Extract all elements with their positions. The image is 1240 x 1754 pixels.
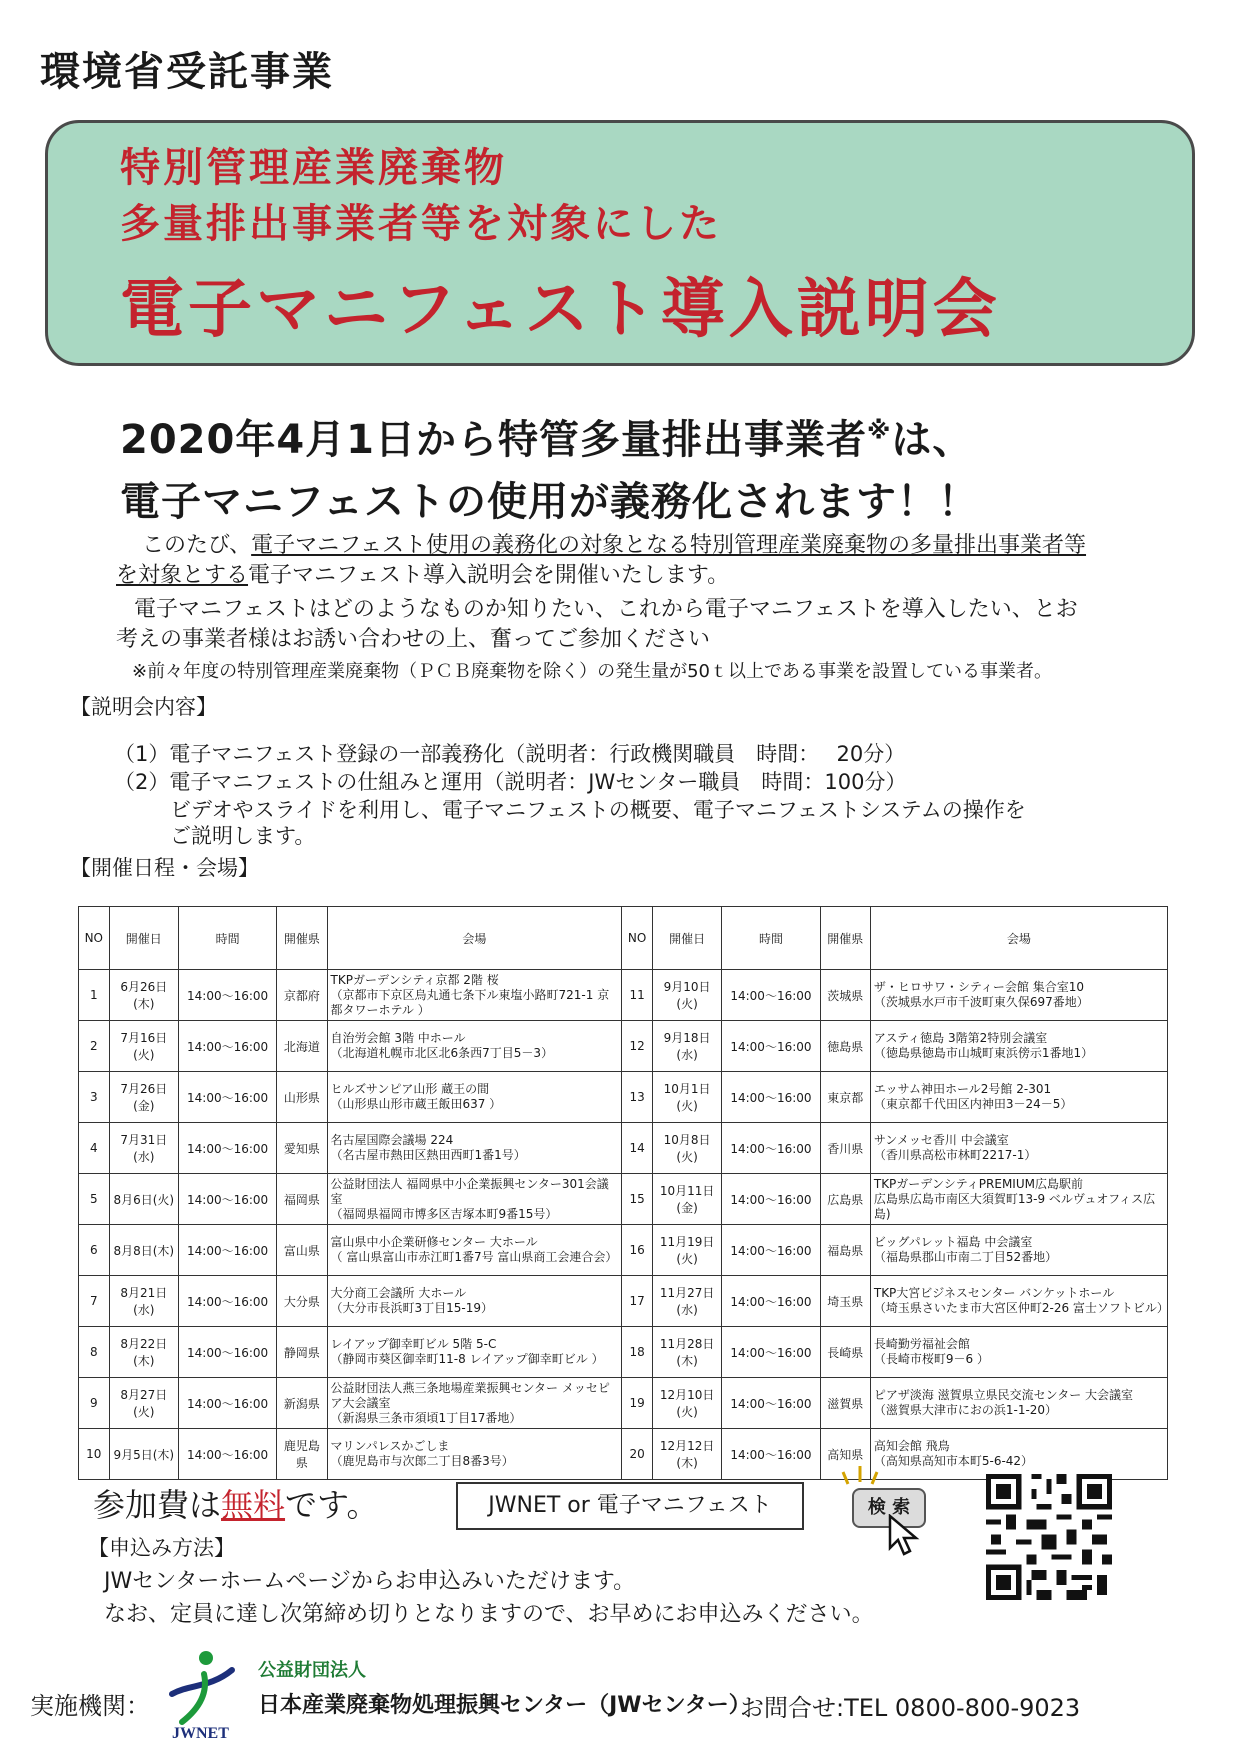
cell-pref: 富山県	[277, 1225, 327, 1276]
cell-pref: 徳島県	[820, 1021, 870, 1072]
venue-name: ビッグパレット福島 中会議室	[873, 1235, 1033, 1249]
col-no: NO	[79, 907, 110, 970]
cell-time: 14:00～16:00	[722, 1123, 820, 1174]
table-row	[79, 1276, 1168, 1327]
cell-no: 2	[79, 1021, 110, 1072]
cell-date: 11月27日(水)	[652, 1276, 721, 1327]
cell-venue	[327, 1429, 622, 1480]
cell-venue	[870, 1072, 1167, 1123]
cell-pref: 北海道	[277, 1021, 327, 1072]
intro-p2-line2: 考えの事業者様はお誘い合わせの上、奮ってご参加ください	[116, 627, 711, 652]
cell-pref: 静岡県	[277, 1327, 327, 1378]
venue-name: 公益財団法人 福岡県中小企業振興センター301会議室	[330, 1176, 609, 1206]
schedule-table	[78, 906, 1168, 1480]
cell-time: 14:00～16:00	[722, 1174, 820, 1225]
venue-name: ヒルズサンピア山形 蔵王の間	[330, 1082, 490, 1096]
venue-address: 広島県広島市南区大須賀町13-9 ベルヴュオフィス広島)	[873, 1191, 1156, 1221]
intro-underlined-1: 電子マニフェスト使用の義務化の対象となる特別管理産業廃棄物の多量排出事業者等	[251, 533, 1087, 558]
venue-name: ピアザ淡海 滋賀県立県民交流センター 大会議室	[873, 1388, 1134, 1402]
schedule-heading: 【開催日程・会場】	[70, 856, 259, 880]
cell-date: 8月8日(木)	[109, 1225, 178, 1276]
cell-venue	[327, 1123, 622, 1174]
venue-address: （高知県高知市本町5-6-42）	[873, 1454, 1034, 1468]
venue-address: （埼玉県さいたま市大宮区仲町2-26 富士ソフトビル）	[873, 1301, 1169, 1315]
intro-p1-line1	[142, 531, 1086, 561]
venue-name: 自治労会館 3階 中ホール	[330, 1031, 466, 1045]
apply-heading: 【申込み方法】	[88, 1536, 235, 1560]
venue-name: 高知会館 飛鳥	[873, 1439, 950, 1453]
venue-name: サンメッセ香川 中会議室	[873, 1133, 1009, 1147]
cell-venue	[870, 970, 1167, 1021]
note-mark: ※	[867, 416, 892, 445]
intro-rest: 電子マニフェスト導入説明会を開催いたします。	[248, 563, 730, 588]
cell-time: 14:00～16:00	[722, 1021, 820, 1072]
cell-pref: 愛知県	[277, 1123, 327, 1174]
cell-time: 14:00～16:00	[722, 970, 820, 1021]
cell-date: 11月28日(木)	[652, 1327, 721, 1378]
cell-time: 14:00～16:00	[179, 1123, 277, 1174]
cell-pref: 高知県	[820, 1429, 870, 1480]
cell-date: 8月22日(木)	[109, 1327, 178, 1378]
venue-address: （福島県郡山市南二丁目52番地）	[873, 1250, 1058, 1264]
venue-name: 長崎勤労福祉会館	[873, 1337, 970, 1351]
cell-no: 14	[622, 1123, 653, 1174]
venue-name: 公益財団法人燕三条地場産業振興センター メッセピア大会議室	[330, 1380, 610, 1410]
cell-pref: 広島県	[820, 1174, 870, 1225]
venue-address: （茨城県水戸市千波町東久保697番地）	[873, 995, 1089, 1009]
cell-venue	[327, 970, 622, 1021]
cell-no: 19	[622, 1378, 653, 1429]
cell-venue	[870, 1174, 1167, 1225]
cell-venue	[327, 1021, 622, 1072]
venue-address: （大分市長浜町3丁目15-19）	[330, 1301, 494, 1315]
content-desc-2: ご説明します。	[170, 824, 316, 848]
cell-date: 8月21日(水)	[109, 1276, 178, 1327]
cell-venue	[870, 1327, 1167, 1378]
cell-date: 12月10日(火)	[652, 1378, 721, 1429]
cell-date: 8月6日(火)	[109, 1174, 178, 1225]
cell-pref: 滋賀県	[820, 1378, 870, 1429]
table-row	[79, 1174, 1168, 1225]
venue-address: （福岡県福岡市博多区吉塚本町9番15号）	[330, 1206, 558, 1221]
cell-venue	[870, 1276, 1167, 1327]
venue-name: エッサム神田ホール2号館 2-301	[873, 1082, 1052, 1096]
cell-date: 12月12日(木)	[652, 1429, 721, 1480]
cell-time: 14:00～16:00	[722, 1378, 820, 1429]
cell-date: 10月11日(金)	[652, 1174, 721, 1225]
cell-no: 15	[622, 1174, 653, 1225]
cell-venue	[327, 1378, 622, 1429]
cell-pref: 埼玉県	[820, 1276, 870, 1327]
headline-line-1	[120, 408, 973, 465]
cell-no: 13	[622, 1072, 653, 1123]
cell-pref: 長崎県	[820, 1327, 870, 1378]
table-row	[79, 1021, 1168, 1072]
intro-lead: このたび、	[142, 533, 252, 558]
cell-no: 5	[79, 1174, 110, 1225]
jwnet-logo	[160, 1648, 252, 1744]
schedule-body	[79, 970, 1168, 1480]
cell-no: 11	[622, 970, 653, 1021]
org-type: 公益財団法人	[258, 1660, 366, 1681]
table-row	[79, 1327, 1168, 1378]
venue-name: マリンパレスかごしま	[330, 1439, 450, 1453]
cell-date: 11月19日(火)	[652, 1225, 721, 1276]
cell-pref: 福島県	[820, 1225, 870, 1276]
cell-time: 14:00～16:00	[722, 1429, 820, 1480]
contact-phone: お問合せ:TEL 0800-800-9023	[740, 1694, 1081, 1722]
col-time: 時間	[179, 907, 277, 970]
org-name: 日本産業廃棄物処理振興センター（JWセンター）	[258, 1693, 751, 1718]
cell-venue	[870, 1123, 1167, 1174]
venue-address: （名古屋市熱田区熱田西町1番1号）	[330, 1148, 526, 1162]
venue-name: 大分商工会議所 大ホール	[330, 1286, 467, 1300]
qr-code	[986, 1474, 1112, 1600]
search-query-box: JWNET or 電子マニフェスト	[456, 1482, 804, 1530]
cell-time: 14:00～16:00	[179, 1429, 277, 1480]
cell-pref: 鹿児島県	[277, 1429, 327, 1480]
cell-venue	[327, 1225, 622, 1276]
venue-address: （山形県山形市蔵王飯田637 ）	[330, 1097, 502, 1111]
fee-suffix: です。	[285, 1486, 379, 1524]
content-desc-1: ビデオやスライドを利用し、電子マニフェストの概要、電子マニフェストシステムの操作を	[170, 798, 1026, 822]
cell-venue	[870, 1378, 1167, 1429]
cell-no: 10	[79, 1429, 110, 1480]
cell-venue	[870, 1429, 1167, 1480]
cell-venue	[327, 1072, 622, 1123]
cell-venue	[327, 1327, 622, 1378]
venue-address: （滋賀県大津市におの浜1-1-20）	[873, 1403, 1058, 1417]
cell-time: 14:00～16:00	[179, 1225, 277, 1276]
cell-pref: 茨城県	[820, 970, 870, 1021]
intro-p1-line2	[116, 561, 729, 591]
venue-name: TKPガーデンシティPREMIUM広島駅前	[873, 1176, 1083, 1191]
venue-address: （新潟県三条市須頃1丁目17番地）	[330, 1410, 522, 1425]
col-pref-2: 開催県	[820, 907, 870, 970]
intro-underlined-2: を対象とする	[116, 563, 249, 588]
venue-address: （静岡市葵区御幸町11-8 レイアップ御幸町ビル ）	[330, 1352, 604, 1366]
ministry-label: 環境省受託事業	[40, 49, 334, 95]
cell-no: 3	[79, 1072, 110, 1123]
cell-venue	[870, 1021, 1167, 1072]
schedule-header-row	[79, 907, 1168, 970]
cell-no: 16	[622, 1225, 653, 1276]
cell-date: 7月31日(水)	[109, 1123, 178, 1174]
cell-venue	[870, 1225, 1167, 1276]
main-title: 電子マニフェスト導入説明会	[120, 273, 1001, 347]
venue-address: （徳島県徳島市山城町東浜傍示1番地1）	[873, 1046, 1094, 1060]
title-line-2: 多量排出事業者等を対象にした	[120, 201, 722, 247]
cell-pref: 香川県	[820, 1123, 870, 1174]
table-row	[79, 1072, 1168, 1123]
cell-time: 14:00～16:00	[179, 1327, 277, 1378]
cursor-icon	[888, 1514, 924, 1558]
cell-time: 14:00～16:00	[722, 1327, 820, 1378]
table-row	[79, 1225, 1168, 1276]
cell-date: 9月18日(水)	[652, 1021, 721, 1072]
col-date-2: 開催日	[652, 907, 721, 970]
cell-date: 7月26日(金)	[109, 1072, 178, 1123]
col-date: 開催日	[109, 907, 178, 970]
fee-free: 無料	[221, 1486, 286, 1524]
col-venue: 会場	[327, 907, 622, 970]
venue-address: （北海道札幌市北区北6条西7丁目5－3）	[330, 1046, 554, 1060]
venue-name: ザ・ヒロサワ・シティー会館 集合室10	[873, 980, 1084, 994]
venue-name: 富山県中小企業研修センター 大ホール	[330, 1235, 538, 1249]
table-row	[79, 1429, 1168, 1480]
col-no-2: NO	[622, 907, 653, 970]
cell-date: 9月10日(火)	[652, 970, 721, 1021]
cell-time: 14:00～16:00	[722, 1072, 820, 1123]
headline-suffix: は、	[891, 417, 974, 463]
cell-venue	[327, 1276, 622, 1327]
fee-text	[93, 1480, 378, 1526]
logo-text: JWNET	[172, 1725, 229, 1742]
cell-time: 14:00～16:00	[179, 1378, 277, 1429]
content-item-2: （2）電子マニフェストの仕組みと運用（説明者：JWセンター職員 時間：100分）	[114, 770, 907, 794]
apply-line-2: なお、定員に達し次第締め切りとなりますので、お早めにお申込みください。	[104, 1602, 874, 1627]
cell-no: 12	[622, 1021, 653, 1072]
cell-pref: 京都府	[277, 970, 327, 1021]
cell-time: 14:00～16:00	[179, 970, 277, 1021]
org-label: 実施機関：	[30, 1692, 150, 1720]
cell-pref: 東京都	[820, 1072, 870, 1123]
cell-time: 14:00～16:00	[179, 1276, 277, 1327]
cell-no: 20	[622, 1429, 653, 1480]
cell-no: 7	[79, 1276, 110, 1327]
table-row	[79, 1378, 1168, 1429]
col-venue-2: 会場	[870, 907, 1167, 970]
venue-address: （鹿児島市与次郎二丁目8番3号）	[330, 1454, 514, 1468]
cell-date: 8月27日(火)	[109, 1378, 178, 1429]
col-time-2: 時間	[722, 907, 820, 970]
cell-no: 6	[79, 1225, 110, 1276]
cell-pref: 大分県	[277, 1276, 327, 1327]
venue-name: TKP大宮ビジネスセンター バンケットホール	[873, 1286, 1115, 1300]
cell-no: 1	[79, 970, 110, 1021]
headline-prefix: 2020年4月1日から特管多量排出事業者	[120, 417, 867, 463]
cell-pref: 山形県	[277, 1072, 327, 1123]
intro-p2-line1: 電子マニフェストはどのようなものか知りたい、これから電子マニフェストを導入したい、とお	[134, 597, 1078, 622]
content-item-1: （1）電子マニフェスト登録の一部義務化（説明者：行政機関職員 時間： 20分）	[114, 742, 906, 766]
venue-name: TKPガーデンシティ京都 2階 桜	[330, 972, 499, 987]
cell-date: 6月26日(木)	[109, 970, 178, 1021]
cell-date: 9月5日(木)	[109, 1429, 178, 1480]
headline-line-2: 電子マニフェストの使用が義務化されます！！	[120, 479, 979, 525]
venue-name: レイアップ御幸町ビル 5階 5-C	[330, 1337, 497, 1351]
fee-prefix: 参加費は	[93, 1486, 222, 1524]
cell-time: 14:00～16:00	[722, 1225, 820, 1276]
col-pref: 開催県	[277, 907, 327, 970]
intro-note: ※前々年度の特別管理産業廃棄物（ＰＣＢ廃棄物を除く）の発生量が50ｔ以上である事業を設置している事業者。	[132, 661, 1052, 682]
cell-time: 14:00～16:00	[722, 1276, 820, 1327]
venue-address: （京都市下京区烏丸通七条下ル東塩小路町721-1 京都タワーホテル ）	[330, 987, 610, 1017]
cell-no: 17	[622, 1276, 653, 1327]
search-button: 検 索	[852, 1488, 926, 1528]
cell-no: 4	[79, 1123, 110, 1174]
apply-line-1: JWセンターホームページからお申込みいただけます。	[104, 1569, 636, 1594]
cell-no: 18	[622, 1327, 653, 1378]
cell-date: 10月8日(火)	[652, 1123, 721, 1174]
sparkle-icon	[840, 1462, 880, 1488]
venue-name: アスティ徳島 3階第2特別会議室	[873, 1031, 1048, 1045]
venue-name: 名古屋国際会議場 224	[330, 1133, 454, 1147]
cell-date: 7月16日(火)	[109, 1021, 178, 1072]
cell-no: 8	[79, 1327, 110, 1378]
cell-date: 10月1日(火)	[652, 1072, 721, 1123]
venue-address: （ 富山県富山市赤江町1番7号 富山県商工会連合会）	[330, 1250, 618, 1264]
cell-pref: 新潟県	[277, 1378, 327, 1429]
cell-venue	[327, 1174, 622, 1225]
venue-address: （長崎市桜町9－6 ）	[873, 1352, 989, 1366]
cell-no: 9	[79, 1378, 110, 1429]
cell-time: 14:00～16:00	[179, 1072, 277, 1123]
title-line-1: 特別管理産業廃棄物	[120, 145, 507, 191]
cell-time: 14:00～16:00	[179, 1174, 277, 1225]
table-row	[79, 1123, 1168, 1174]
venue-address: （香川県高松市林町2217-1）	[873, 1148, 1037, 1162]
table-row	[79, 970, 1168, 1021]
cell-pref: 福岡県	[277, 1174, 327, 1225]
content-heading: 【説明会内容】	[70, 695, 217, 719]
cell-time: 14:00～16:00	[179, 1021, 277, 1072]
venue-address: （東京都千代田区内神田3－24－5）	[873, 1097, 1073, 1111]
